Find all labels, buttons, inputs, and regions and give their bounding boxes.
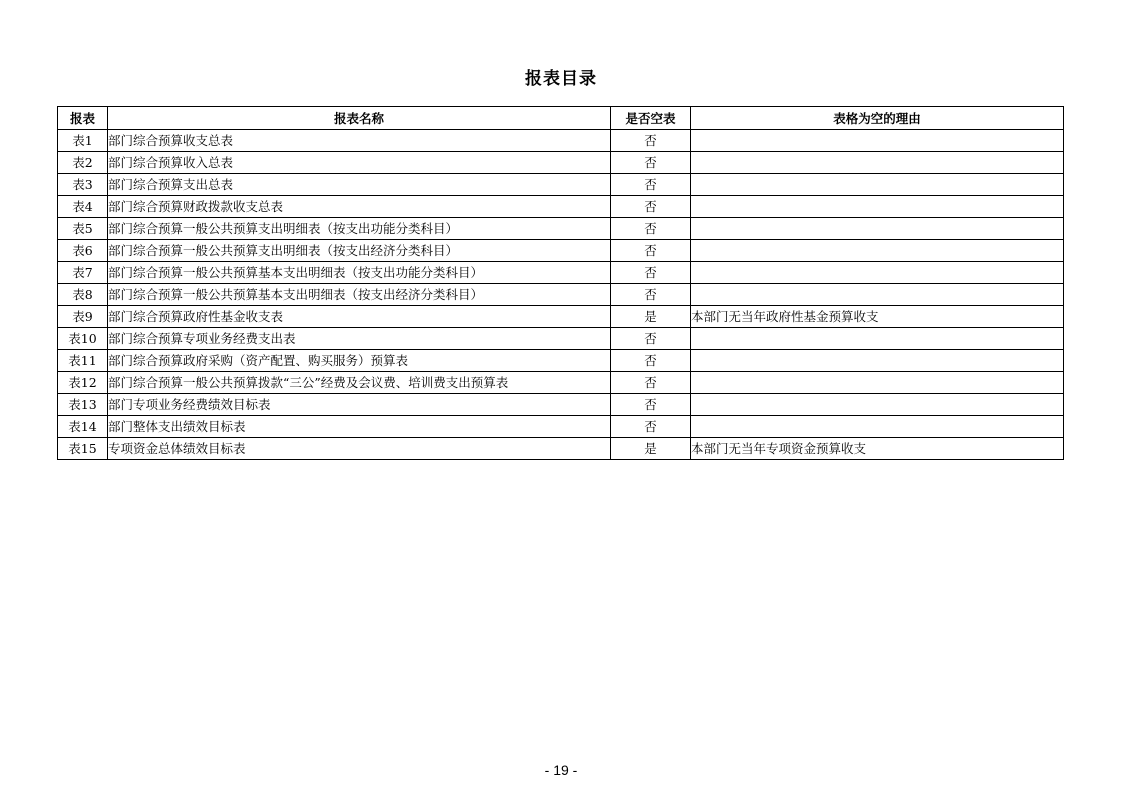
report-id-cell: 表7 bbox=[58, 262, 108, 284]
table-row bbox=[58, 240, 1064, 262]
is-empty-cell: 否 bbox=[611, 130, 691, 152]
table-row bbox=[58, 306, 1064, 328]
table-row bbox=[58, 350, 1064, 372]
empty-reason-cell: 本部门无当年专项资金预算收支 bbox=[691, 438, 1064, 460]
empty-reason-cell bbox=[691, 284, 1064, 306]
report-id-cell: 表4 bbox=[58, 196, 108, 218]
report-name-cell: 部门综合预算一般公共预算基本支出明细表（按支出功能分类科目） bbox=[108, 262, 611, 284]
report-name-cell: 部门专项业务经费绩效目标表 bbox=[108, 394, 611, 416]
is-empty-cell: 否 bbox=[611, 262, 691, 284]
page-title: 报表目录 bbox=[525, 69, 597, 89]
header-is-empty: 是否空表 bbox=[611, 107, 691, 130]
report-name-cell: 部门综合预算一般公共预算支出明细表（按支出经济分类科目） bbox=[108, 240, 611, 262]
report-id-cell: 表5 bbox=[58, 218, 108, 240]
report-id-cell: 表9 bbox=[58, 306, 108, 328]
is-empty-cell: 否 bbox=[611, 284, 691, 306]
empty-reason-cell bbox=[691, 350, 1064, 372]
report-name-cell: 部门综合预算政府采购（资产配置、购买服务）预算表 bbox=[108, 350, 611, 372]
is-empty-cell: 否 bbox=[611, 196, 691, 218]
table-row bbox=[58, 416, 1064, 438]
empty-reason-cell bbox=[691, 328, 1064, 350]
is-empty-cell: 是 bbox=[611, 306, 691, 328]
is-empty-cell: 否 bbox=[611, 394, 691, 416]
empty-reason-cell bbox=[691, 152, 1064, 174]
report-name-cell: 部门综合预算政府性基金收支表 bbox=[108, 306, 611, 328]
is-empty-cell: 否 bbox=[611, 328, 691, 350]
table-row bbox=[58, 284, 1064, 306]
empty-reason-cell bbox=[691, 416, 1064, 438]
header-report-id: 报表 bbox=[58, 107, 108, 130]
report-id-cell: 表12 bbox=[58, 372, 108, 394]
is-empty-cell: 否 bbox=[611, 372, 691, 394]
is-empty-cell: 否 bbox=[611, 218, 691, 240]
report-id-cell: 表6 bbox=[58, 240, 108, 262]
table-row bbox=[58, 218, 1064, 240]
report-id-cell: 表14 bbox=[58, 416, 108, 438]
report-id-cell: 表10 bbox=[58, 328, 108, 350]
report-name-cell: 部门综合预算收入总表 bbox=[108, 152, 611, 174]
report-name-cell: 部门综合预算一般公共预算基本支出明细表（按支出经济分类科目） bbox=[108, 284, 611, 306]
report-id-cell: 表3 bbox=[58, 174, 108, 196]
is-empty-cell: 否 bbox=[611, 174, 691, 196]
table-row bbox=[58, 328, 1064, 350]
report-id-cell: 表13 bbox=[58, 394, 108, 416]
is-empty-cell: 否 bbox=[611, 350, 691, 372]
table-row bbox=[58, 152, 1064, 174]
report-id-cell: 表2 bbox=[58, 152, 108, 174]
report-id-cell: 表1 bbox=[58, 130, 108, 152]
is-empty-cell: 是 bbox=[611, 438, 691, 460]
is-empty-cell: 否 bbox=[611, 240, 691, 262]
header-report-name: 报表名称 bbox=[108, 107, 611, 130]
report-name-cell: 部门综合预算一般公共预算拨款“三公”经费及会议费、培训费支出预算表 bbox=[108, 372, 611, 394]
report-id-cell: 表11 bbox=[58, 350, 108, 372]
table-row bbox=[58, 394, 1064, 416]
report-name-cell: 部门综合预算一般公共预算支出明细表（按支出功能分类科目） bbox=[108, 218, 611, 240]
header-empty-reason: 表格为空的理由 bbox=[691, 107, 1064, 130]
report-name-cell: 部门综合预算支出总表 bbox=[108, 174, 611, 196]
report-name-cell: 部门综合预算收支总表 bbox=[108, 130, 611, 152]
table-row bbox=[58, 174, 1064, 196]
empty-reason-cell bbox=[691, 240, 1064, 262]
table-row bbox=[58, 438, 1064, 460]
report-id-cell: 表15 bbox=[58, 438, 108, 460]
empty-reason-cell bbox=[691, 262, 1064, 284]
empty-reason-cell bbox=[691, 130, 1064, 152]
empty-reason-cell bbox=[691, 196, 1064, 218]
table-header-row bbox=[58, 107, 1064, 130]
table-row bbox=[58, 372, 1064, 394]
page-number: - 19 - bbox=[544, 762, 578, 778]
is-empty-cell: 否 bbox=[611, 152, 691, 174]
report-name-cell: 专项资金总体绩效目标表 bbox=[108, 438, 611, 460]
report-id-cell: 表8 bbox=[58, 284, 108, 306]
table-row bbox=[58, 196, 1064, 218]
report-name-cell: 部门综合预算财政拨款收支总表 bbox=[108, 196, 611, 218]
report-catalog-table bbox=[57, 106, 1064, 460]
is-empty-cell: 否 bbox=[611, 416, 691, 438]
empty-reason-cell bbox=[691, 372, 1064, 394]
empty-reason-cell bbox=[691, 174, 1064, 196]
report-name-cell: 部门综合预算专项业务经费支出表 bbox=[108, 328, 611, 350]
empty-reason-cell: 本部门无当年政府性基金预算收支 bbox=[691, 306, 1064, 328]
empty-reason-cell bbox=[691, 394, 1064, 416]
report-name-cell: 部门整体支出绩效目标表 bbox=[108, 416, 611, 438]
empty-reason-cell bbox=[691, 218, 1064, 240]
table-row bbox=[58, 130, 1064, 152]
table-row bbox=[58, 262, 1064, 284]
